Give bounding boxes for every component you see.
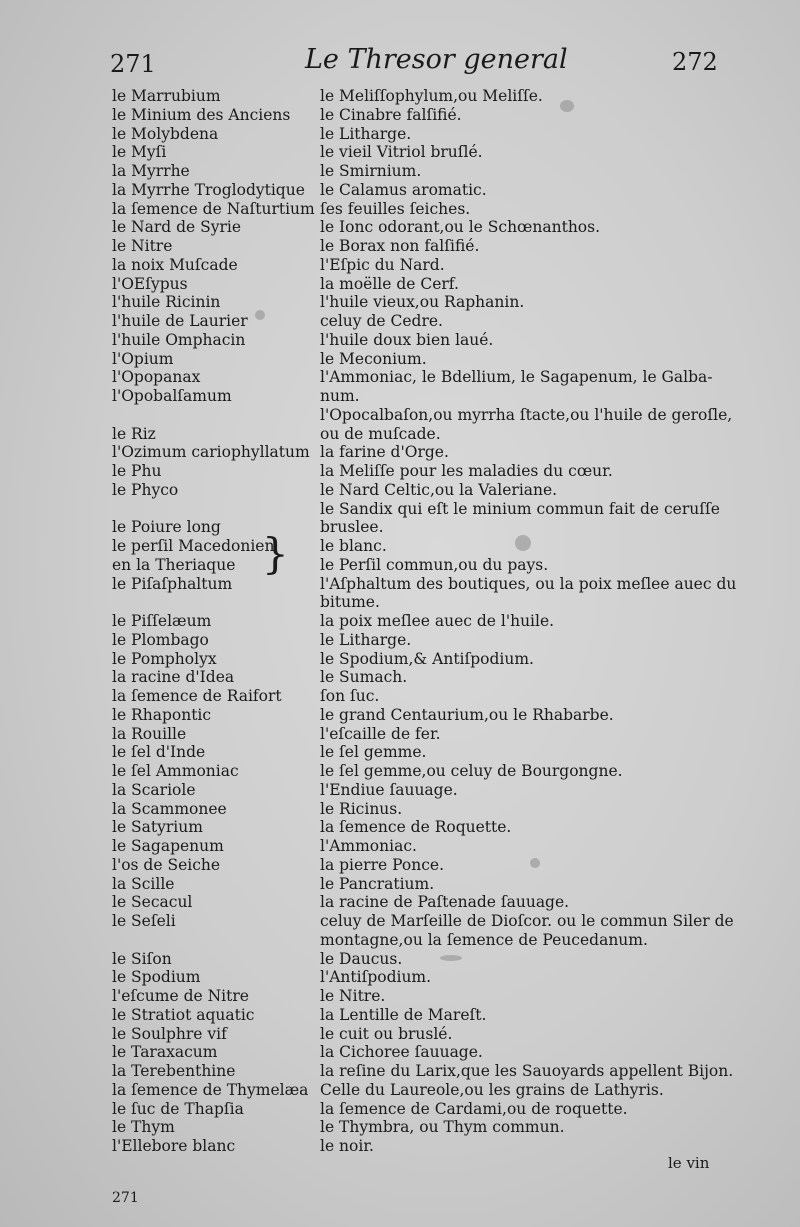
- table-row: [0, 1025, 800, 1044]
- substitute-name: le vieil Vitriol bruſlé.: [320, 143, 483, 162]
- substance-name: la Rouille: [112, 724, 187, 743]
- table-row: [0, 575, 800, 594]
- table-row: [0, 312, 800, 331]
- substitute-name: le Smirnium.: [320, 162, 422, 180]
- substance-name: le Seſeli: [112, 912, 176, 930]
- table-row: [0, 593, 800, 612]
- substance-name: la ſemence de Raifort: [112, 687, 282, 705]
- table-row: [0, 218, 800, 237]
- substitute-name: le Nitre.: [320, 987, 386, 1005]
- substance-name: la racine d'Idea: [112, 668, 235, 687]
- substitute-name: le Ricinus.: [320, 799, 403, 818]
- substitute-name: le Cinabre falſifié.: [320, 105, 462, 124]
- substance-name: le Satyrium: [112, 818, 203, 837]
- substance-name: la Scille: [112, 874, 175, 893]
- substance-name: le Taraxacum: [112, 1043, 218, 1062]
- substance-name: l'OEſypus: [112, 274, 188, 293]
- substance-name: l'Opopanax: [112, 368, 201, 387]
- table-row: [0, 1137, 800, 1156]
- substance-name: la noix Muſcade: [112, 255, 238, 274]
- table-row: [0, 481, 800, 500]
- substitute-name: le Nard Celtic,ou la Valeriane.: [320, 480, 558, 499]
- table-row: [0, 293, 800, 312]
- substance-name: l'Ozimum cariophyllatum: [112, 443, 310, 462]
- page-number-right: 272: [672, 48, 718, 76]
- table-row: [0, 762, 800, 781]
- substance-name: le Nard de Syrie: [112, 218, 242, 237]
- substance-name: la Terebenthine: [112, 1062, 236, 1080]
- table-row: [0, 968, 800, 987]
- table-row: [0, 818, 800, 837]
- substitute-name: le cuit ou bruslé.: [320, 1024, 453, 1043]
- table-row: [0, 331, 800, 350]
- substitute-name: la moëlle de Cerf.: [320, 274, 459, 293]
- substance-name: le Plombago: [112, 630, 209, 649]
- substitute-name: le Meconium.: [320, 349, 427, 368]
- substitute-name: le Sumach.: [320, 668, 408, 687]
- table-row: [0, 256, 800, 275]
- table-row: [0, 950, 800, 969]
- substance-name: la Scammonee: [112, 799, 227, 818]
- substance-name: le Piſaſphaltum: [112, 574, 233, 593]
- substance-name: le Spodium: [112, 968, 201, 987]
- substitute-name: la Cichoree ſauuage.: [320, 1043, 483, 1062]
- substitute-name: le grand Centaurium,ou le Rhabarbe.: [320, 705, 614, 724]
- substitute-name: ſon ſuc.: [320, 687, 380, 705]
- synonym-table: [0, 87, 800, 1156]
- substance-name: l'huile Ricinin: [112, 293, 221, 312]
- table-row: [0, 743, 800, 762]
- table-row: [0, 706, 800, 725]
- substitute-name: l'Eſpic du Nard.: [320, 255, 445, 274]
- table-row: [0, 1081, 800, 1100]
- substitute-name: l'Aſphaltum des boutiques, ou la poix meſlee auec du: [320, 574, 737, 593]
- table-row: [0, 350, 800, 369]
- substance-name: le Stratiot aquatic: [112, 1005, 255, 1024]
- substitute-name: le ſel gemme.: [320, 743, 427, 762]
- substitute-name: montagne,ou la ſemence de Peucedanum.: [320, 930, 648, 949]
- substance-name: la ſemence de Thymelæa: [112, 1080, 309, 1099]
- table-row: [0, 1006, 800, 1025]
- substitute-name: la farine d'Orge.: [320, 443, 449, 462]
- table-row: [0, 781, 800, 800]
- table-row: [0, 143, 800, 162]
- substitute-name: la ſemence de Cardami,ou de roquette.: [320, 1099, 628, 1118]
- substance-name: le Minium des Anciens: [112, 105, 291, 124]
- substitute-name: la poix meſlee auec de l'huile.: [320, 612, 555, 630]
- table-row: [0, 518, 800, 537]
- substance-name: le perſil Macedonien: [112, 537, 275, 555]
- substitute-name: le Litharge.: [320, 124, 412, 143]
- substitute-name: le Calamus aromatic.: [320, 180, 487, 199]
- substitute-name: le Pancratium.: [320, 874, 435, 893]
- substance-name: le Phyco: [112, 480, 179, 499]
- substitute-name: le noir.: [320, 1137, 374, 1155]
- substitute-name: la racine de Paſtenade ſauuage.: [320, 893, 570, 912]
- substance-name: l'huile de Laurier: [112, 312, 248, 330]
- substitute-name: l'huile vieux,ou Raphanin.: [320, 293, 525, 312]
- substitute-name: l'Opocalbaſon,ou myrrha ſtacte,ou l'huile de geroſle,: [320, 405, 733, 424]
- brace-symbol: }: [262, 529, 289, 578]
- table-row: [0, 537, 800, 556]
- substance-name: le Secacul: [112, 893, 193, 912]
- substance-name: le Poiure long: [112, 518, 221, 537]
- substance-name: l'Opium: [112, 349, 174, 368]
- substitute-name: le Perſil commun,ou du pays.: [320, 555, 549, 574]
- table-row: [0, 912, 800, 931]
- substitute-name: celuy de Cedre.: [320, 312, 443, 330]
- table-row: [0, 800, 800, 819]
- table-row: [0, 556, 800, 575]
- table-row: [0, 893, 800, 912]
- substance-name: le Myſi: [112, 143, 167, 162]
- substitute-name: le Spodium,& Antiſpodium.: [320, 649, 534, 668]
- substance-name: le Thym: [112, 1118, 175, 1137]
- table-row: [0, 1043, 800, 1062]
- substitute-name: l'Antiſpodium.: [320, 968, 432, 987]
- table-row: [0, 612, 800, 631]
- table-row: [0, 162, 800, 181]
- table-row: [0, 200, 800, 219]
- table-row: [0, 500, 800, 519]
- table-row: [0, 668, 800, 687]
- table-row: [0, 237, 800, 256]
- substance-name: l'os de Seiche: [112, 855, 221, 874]
- substance-name: le Sagapenum: [112, 837, 224, 855]
- substitute-name: le ſel gemme,ou celuy de Bourgongne.: [320, 762, 623, 780]
- page-number-left: 271: [110, 50, 156, 78]
- substitute-name: la pierre Ponce.: [320, 855, 444, 874]
- substance-name: en la Theriaque: [112, 555, 236, 574]
- substitute-name: le Meliſſophylum,ou Meliſſe.: [320, 87, 543, 105]
- substitute-name: l'Ammoniac, le Bdellium, le Sagapenum, le Galba-: [320, 368, 713, 387]
- running-title: Le Thresor general: [305, 44, 568, 75]
- substitute-name: bitume.: [320, 593, 380, 612]
- table-row: [0, 725, 800, 744]
- substitute-name: le Ionc odorant,ou le Schœnanthos.: [320, 218, 601, 237]
- substitute-name: celuy de Marſeille de Dioſcor. ou le commun Siler de: [320, 912, 734, 930]
- substance-name: le Soulphre vif: [112, 1024, 227, 1043]
- substance-name: le Siſon: [112, 949, 172, 968]
- table-row: [0, 987, 800, 1006]
- table-row: [0, 462, 800, 481]
- table-row: [0, 1118, 800, 1137]
- table-row: [0, 631, 800, 650]
- substance-name: le Molybdena: [112, 124, 219, 143]
- substance-name: le Marrubium: [112, 87, 221, 105]
- substance-name: l'Opobalſamum: [112, 387, 232, 405]
- table-row: [0, 443, 800, 462]
- substance-name: la Scariole: [112, 780, 196, 799]
- substitute-name: Celle du Laureole,ou les grains de Lathyris.: [320, 1080, 664, 1099]
- table-row: [0, 1100, 800, 1119]
- substance-name: le Nitre: [112, 237, 173, 255]
- table-row: [0, 650, 800, 669]
- table-row: [0, 406, 800, 425]
- table-row: [0, 425, 800, 444]
- substitute-name: la reſine du Larix,que les Sauoyards appellent Bijon.: [320, 1062, 734, 1080]
- substance-name: le Phu: [112, 462, 162, 480]
- table-row: [0, 837, 800, 856]
- table-row: [0, 387, 800, 406]
- table-row: [0, 856, 800, 875]
- substance-name: le ſuc de Thapſia: [112, 1099, 244, 1118]
- table-row: [0, 687, 800, 706]
- table-row: [0, 1062, 800, 1081]
- catchword: le vin: [668, 1154, 710, 1172]
- substitute-name: bruslee.: [320, 518, 384, 537]
- page-header: [0, 44, 800, 84]
- substance-name: la Myrrhe Troglodytique: [112, 180, 305, 199]
- substance-name: le Pompholyx: [112, 649, 217, 668]
- substance-name: l'Ellebore blanc: [112, 1137, 236, 1155]
- substitute-name: l'eſcaille de fer.: [320, 724, 441, 743]
- table-row: [0, 181, 800, 200]
- substance-name: la Myrrhe: [112, 162, 190, 180]
- substitute-name: l'huile doux bien laué.: [320, 330, 494, 349]
- bottom-page-mark: 271: [112, 1190, 139, 1206]
- substitute-name: le Borax non falſifié.: [320, 237, 480, 255]
- substitute-name: l'Endiue ſauuage.: [320, 780, 458, 799]
- table-row: [0, 875, 800, 894]
- substitute-name: le Daucus.: [320, 949, 403, 968]
- substitute-name: num.: [320, 387, 360, 405]
- substance-name: l'huile Omphacin: [112, 330, 246, 349]
- substitute-name: ſes feuilles ſeiches.: [320, 199, 471, 218]
- substance-name: l'eſcume de Nitre: [112, 987, 249, 1005]
- substitute-name: la Meliſſe pour les maladies du cœur.: [320, 462, 613, 480]
- table-row: [0, 275, 800, 294]
- table-row: [0, 125, 800, 144]
- substitute-name: ou de muſcade.: [320, 424, 441, 443]
- substance-name: le ſel Ammoniac: [112, 762, 239, 780]
- table-row: [0, 368, 800, 387]
- table-row: [0, 931, 800, 950]
- substitute-name: l'Ammoniac.: [320, 837, 417, 855]
- table-row: [0, 87, 800, 106]
- substance-name: le Rhapontic: [112, 705, 212, 724]
- substitute-name: le blanc.: [320, 537, 387, 555]
- substance-name: le ſel d'Inde: [112, 743, 206, 762]
- substitute-name: la ſemence de Roquette.: [320, 818, 512, 837]
- substance-name: le Piſſelæum: [112, 612, 212, 630]
- substitute-name: le Litharge.: [320, 630, 412, 649]
- substance-name: le Riz: [112, 424, 156, 443]
- table-row: [0, 106, 800, 125]
- substitute-name: la Lentille de Mareſt.: [320, 1005, 487, 1024]
- substitute-name: le Sandix qui eſt le minium commun fait de ceruſſe: [320, 499, 720, 518]
- substance-name: la ſemence de Naſturtium: [112, 199, 315, 218]
- substitute-name: le Thymbra, ou Thym commun.: [320, 1118, 565, 1137]
